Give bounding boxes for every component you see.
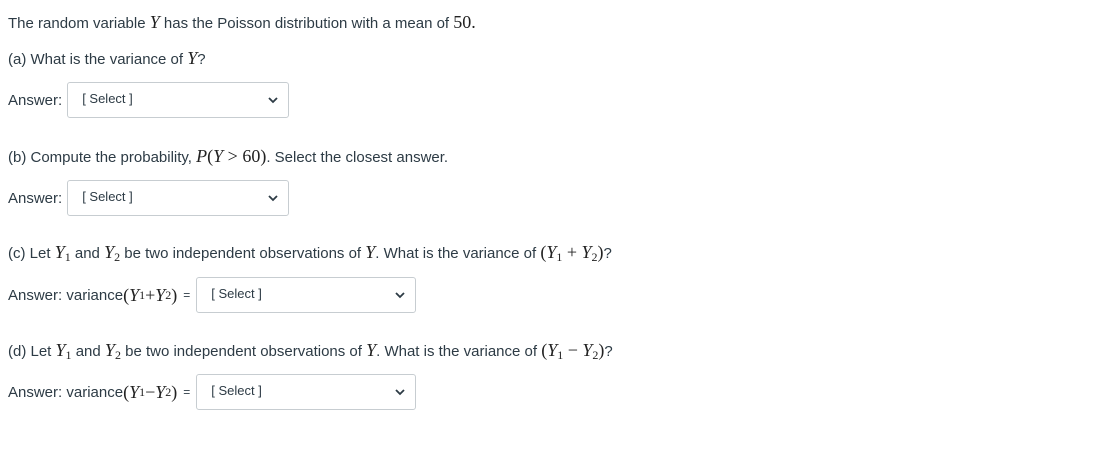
intro-text — [8, 12, 476, 34]
question-a-before: (a) What is the variance of — [8, 51, 188, 68]
question-d-op: − — [563, 340, 583, 360]
answer-label-a: Answer: — [8, 91, 63, 109]
chevron-down-icon — [395, 388, 405, 396]
answer-select-a[interactable] — [67, 82, 289, 118]
question-c-y2: Y — [104, 242, 115, 262]
question-c-3: be two independent observations of — [120, 245, 366, 262]
answer-c-op: + — [145, 284, 156, 305]
intro-text-before: The random variable — [8, 15, 150, 32]
question-c-close: ) — [597, 242, 604, 262]
question-b-before: (b) Compute the probability, — [8, 149, 197, 166]
intro-var: Y — [149, 12, 160, 32]
answer-select-a-value: [ Select ] — [82, 91, 133, 106]
question-c-sub1: 1 — [64, 250, 71, 264]
question-b-open: ( — [207, 146, 214, 166]
question-d-2: and — [71, 343, 105, 360]
question-d-sub2b: 2 — [592, 348, 599, 362]
question-d-sub1: 1 — [65, 348, 72, 362]
question-d-close: ) — [598, 340, 605, 360]
question-b-p: P — [196, 146, 208, 166]
chevron-down-icon — [268, 96, 278, 104]
question-d-open: ( — [541, 340, 548, 360]
answer-d-open: ( — [123, 381, 130, 402]
question-a-var: Y — [187, 48, 198, 68]
answer-c-open: ( — [123, 284, 130, 305]
answer-row-c — [8, 277, 416, 313]
question-c-op: + — [562, 242, 582, 262]
question-c-5: ? — [603, 245, 612, 262]
question-b-after: . Select the closest answer. — [266, 149, 449, 166]
intro-text-after: . — [471, 12, 476, 32]
question-a-after: ? — [197, 51, 206, 68]
answer-c-sub1: 1 — [139, 287, 146, 302]
question-d-y1b: Y — [547, 340, 558, 360]
question-c-y1b: Y — [546, 242, 557, 262]
question-d-sub1b: 1 — [557, 348, 564, 362]
answer-d-y1: Y — [129, 381, 140, 402]
question-a — [8, 48, 206, 70]
question-b-gt: > — [223, 146, 243, 166]
answer-c-equals: = — [183, 288, 191, 302]
question-b — [8, 146, 448, 168]
intro-mean: 50 — [453, 12, 472, 32]
question-d-y: Y — [366, 340, 377, 360]
question-c-sub2: 2 — [114, 250, 121, 264]
question-d-5: ? — [604, 343, 613, 360]
question-c-2: and — [70, 245, 105, 262]
answer-row-a — [8, 82, 289, 118]
answer-label-c: Answer: variance — [8, 286, 124, 304]
answer-d-equals: = — [183, 385, 191, 399]
question-d-y2: Y — [104, 340, 115, 360]
question-d-sub2: 2 — [114, 348, 121, 362]
question-c-sub1b: 1 — [556, 250, 563, 264]
answer-select-c[interactable] — [196, 277, 416, 313]
answer-select-d[interactable] — [196, 374, 416, 410]
question-b-close: ) — [260, 146, 267, 166]
answer-select-b[interactable] — [67, 180, 289, 216]
answer-d-sub1: 1 — [139, 384, 146, 399]
answer-row-b — [8, 180, 289, 216]
answer-select-b-value: [ Select ] — [82, 189, 133, 204]
question-c-4: . What is the variance of — [375, 245, 541, 262]
answer-label-d: Answer: variance — [8, 383, 124, 401]
question-d-y2b: Y — [582, 340, 593, 360]
question-d-1: (d) Let — [8, 343, 56, 360]
answer-c-sub2: 2 — [165, 287, 172, 302]
answer-c-close: ) — [171, 284, 178, 305]
answer-select-c-value: [ Select ] — [211, 286, 262, 301]
answer-c-y2: Y — [155, 284, 166, 305]
question-b-y: Y — [213, 146, 224, 166]
answer-select-d-value: [ Select ] — [211, 383, 262, 398]
answer-d-close: ) — [171, 381, 178, 402]
chevron-down-icon — [395, 291, 405, 299]
question-c-sub2b: 2 — [591, 250, 598, 264]
answer-d-op: − — [145, 381, 156, 402]
answer-d-y2: Y — [155, 381, 166, 402]
chevron-down-icon — [268, 194, 278, 202]
answer-d-sub2: 2 — [165, 384, 172, 399]
question-c-y1: Y — [54, 242, 65, 262]
question-d-y1: Y — [55, 340, 66, 360]
answer-label-b: Answer: — [8, 189, 63, 207]
question-d-4: . What is the variance of — [376, 343, 542, 360]
question-d — [8, 340, 613, 365]
question-c-1: (c) Let — [8, 245, 55, 262]
answer-c-y1: Y — [129, 284, 140, 305]
answer-row-d — [8, 374, 416, 410]
question-c-y2b: Y — [581, 242, 592, 262]
question-c — [8, 242, 612, 267]
question-b-num: 60 — [242, 146, 261, 166]
intro-text-middle: has the Poisson distribution with a mean of — [159, 15, 454, 32]
question-c-open: ( — [540, 242, 547, 262]
question-c-y: Y — [365, 242, 376, 262]
question-d-3: be two independent observations of — [120, 343, 367, 360]
